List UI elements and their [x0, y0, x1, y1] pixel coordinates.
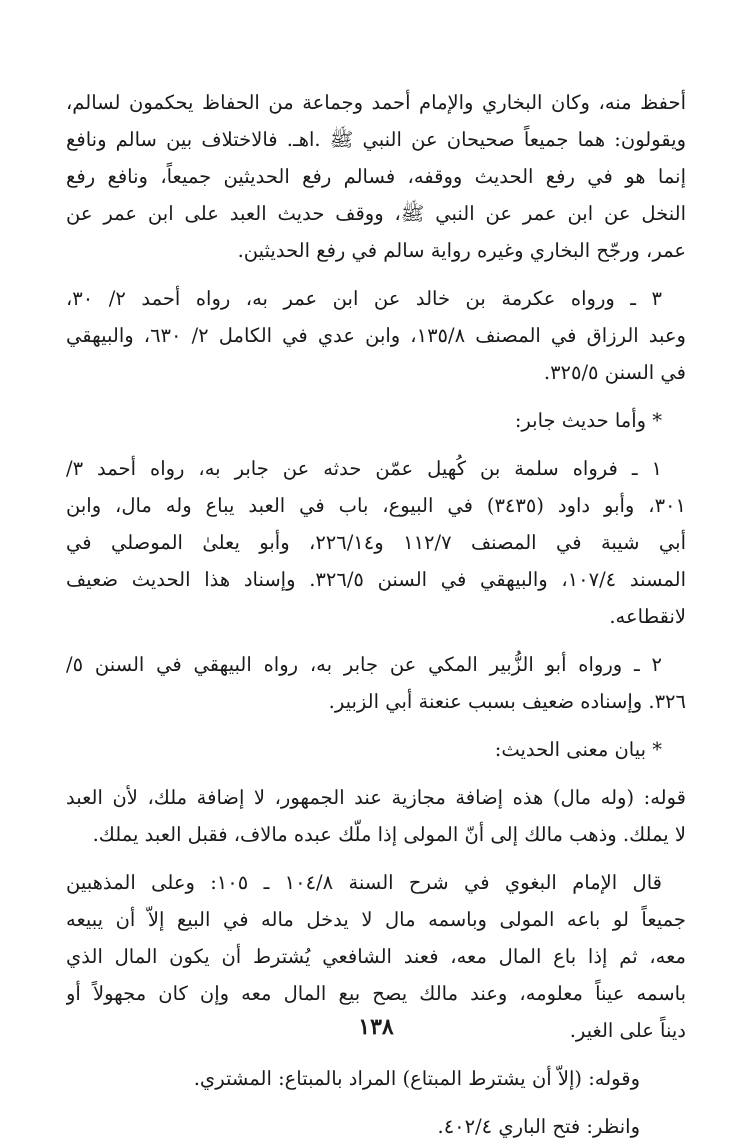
text-line: أحفظ منه، وكان البخاري والإمام أحمد وجماعة من الحفاظ يحكمون لسالم،	[66, 91, 686, 114]
paragraph-5	[66, 646, 686, 720]
text-line: عمر، ورجّح البخاري وغيره رواية سالم في رفع الحديثين.	[237, 239, 686, 262]
section-heading-jabir	[66, 402, 686, 439]
text-line: وقوله: (إلاّ أن يشترط المبتاع) المراد بالمبتاع: المشتري.	[193, 1067, 640, 1090]
text-line: أبي شيبة في المصنف ١١٢/٧ و٢٢٦/١٤، وأبو يعلىٰ الموصلي في	[66, 531, 686, 554]
text-line: ويقولون: هما جميعاً صحيحان عن النبي ﷺ .اهـ. فالاختلاف بين سالم ونافع	[66, 128, 686, 151]
text-line: ديناً على الغير.	[569, 1019, 686, 1042]
text-line: باسمه عيناً معلومه، وعند مالك يصح بيع المال معه وإن كان مجهولاً أو	[66, 982, 686, 1005]
text-line: النخل عن ابن عمر عن النبي ﷺ، ووقف حديث العبد على ابن عمر عن	[66, 202, 686, 225]
paragraph-1	[66, 84, 686, 269]
text-line: ٢ ـ ورواه أبو الزُّبير المكي عن جابر به، رواه البيهقي في السنن ٥/	[66, 653, 662, 676]
text-line: معه، ثم إذا باع المال معه، فعند الشافعي يُشترط أن يكون المال الذي	[66, 945, 686, 968]
page-number: ١٣٨	[358, 1014, 394, 1040]
text-line: قوله: (وله مال) هذه إضافة مجازية عند الجمهور، لا إضافة ملك، لأن العبد	[66, 786, 686, 809]
text-line: وانظر: فتح الباري ٤٠٢/٤.	[437, 1115, 640, 1138]
text-line: قال الإمام البغوي في شرح السنة ١٠٤/٨ ـ ١٠٥: وعلى المذهبين	[66, 871, 662, 894]
text-line: ١ ـ فرواه سلمة بن كُهيل عمّن حدثه عن جابر به، رواه أحمد ٣/	[66, 457, 662, 480]
text-line: * بيان معنى الحديث:	[494, 738, 662, 761]
text-line: ٣ ـ ورواه عكرمة بن خالد عن ابن عمر به، رواه أحمد ٢/ ٣٠،	[66, 287, 662, 310]
paragraph-4	[66, 450, 686, 635]
text-line: المسند ١٠٧/٤، والبيهقي في السنن ٣٢٦/٥. وإسناد هذا الحديث ضعيف	[66, 568, 686, 591]
paragraph-2	[66, 280, 686, 391]
paragraph-9	[66, 1060, 686, 1097]
text-line: ٣٢٦. وإسناده ضعيف بسبب عنعنة أبي الزبير.	[328, 690, 686, 713]
text-line: في السنن ٣٢٥/٥.	[543, 361, 686, 384]
paragraph-10	[66, 1108, 686, 1145]
paragraph-7	[66, 779, 686, 853]
text-line: * وأما حديث جابر:	[514, 409, 662, 432]
text-line: ٣٠١، وأبو داود (٣٤٣٥) في البيوع، باب في العبد يباع وله مال، وابن	[66, 494, 686, 517]
text-line: لا يملك. وذهب مالك إلى أنّ المولى إذا ملّك عبده مالاف، فقبل العبد يملك.	[92, 823, 686, 846]
page-body	[66, 84, 686, 1145]
text-line: إنما هو في رفع الحديث ووقفه، فسالم رفع الحديثين جميعاً، ونافع رفع	[66, 165, 686, 188]
text-line: لانقطاعه.	[609, 605, 686, 628]
text-line: جميعاً لو باعه المولى وباسمه مال لا يدخل ماله في البيع إلاّ أن يبيعه	[66, 908, 686, 931]
text-line: وعبد الرزاق في المصنف ١٣٥/٨، وابن عدي في الكامل ٢/ ٦٣٠، والبيهقي	[66, 324, 686, 347]
section-heading-meaning	[66, 731, 686, 768]
